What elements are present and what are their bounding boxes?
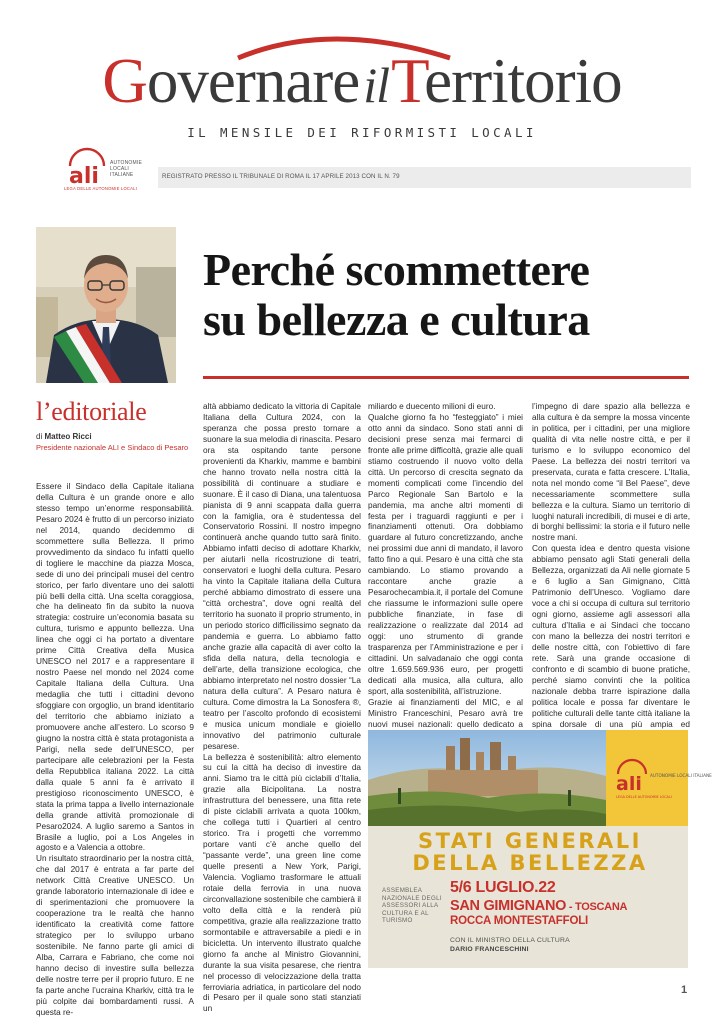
svg-text:ali: ali [69, 164, 99, 189]
author-name: Matteo Ricci [44, 432, 92, 441]
svg-text:LEGA DELLE AUTONOMIE LOCALI: LEGA DELLE AUTONOMIE LOCALI [616, 795, 672, 799]
ad-title-line-1: STATI GENERALI [417, 829, 642, 853]
event-advertisement[interactable] [368, 730, 712, 968]
ad-assembly-text: ASSEMBLEA NAZIONALE DEGLI ASSESSORI ALLA CULTURA E AL TURISMO [382, 887, 442, 925]
section-title: l’editoriale [36, 397, 147, 426]
ad-place-region: - TOSCANA [566, 901, 628, 913]
ad-logo-panel [606, 730, 712, 826]
svg-text:AUTONOMIE LOCALI ITALIANE: AUTONOMIE LOCALI ITALIANE [650, 773, 712, 778]
ad-place [450, 898, 627, 914]
article-column-1: Essere il Sindaco della Capitale italiana della Cultura è un grande onore e allo stesso tempo un’enorme responsabilità. Pesaro 2024 è frutto di un percorso iniziato nel 2014, quando decidemmo di scommettere sulla Bellezza. Il primo provvedimento da sindaco fu infatti quello di togliere le macchine da piazza Mosca, sede di uno dei principali musei del centro storico, per farlo diventare uno dei salotti più belli della città. Una scelta coraggiosa, che ha delineato fin da subito la nuova strategia: costruire un’economia basata su cultura, turismo e appunto bellezza. Una linea che oggi ci ha portato a diventare prime Città Creativa della Musica UNESCO nel 2017 e a rappresentare il nostro Paese nel mondo nel 2024 come Capitale Italiana della Cultura. Una medaglia che tutti i cittadini devono sfoggiare con orgoglio, un brand identitario del territorio che abbiamo iniziato a promuovere anche all’estero. Lo scorso 9 giugno la nostra città è stata protagonista a Parigi, nella sede dell’UNESCO, per partecipare alle celebrazioni per la Festa della Repubblica italiana 2022. La città dalla quale 5 anni fa è arrivato il prestigioso riconoscimento UNESCO, è stata la prima tappa a livello internazionale della grande attività promozionale di Pesaro2024. A luglio saremo a Santos in Brasile a luglio, poi a Los Angeles in agosto e a Valencia a ottobre. Un risultato straordinario per la nostra città, che dal 2017 è entrata a far parte del network Città Creative UNESCO. Un grande laboratorio internazionale di idee e di sperimentazioni che promuovere la cooperazione tra le realtà che hanno identificato la creatività come fattore strategico per lo sviluppo urbano sostenibile. Ne fanno parte gli amici di Alba, Carrara e Fabriano, che come noi hanno deciso di investire sulla bellezza delle nostre terre per il proprio futuro. E ne fa parte anche l’ucraina Kharkiv, città tra le più colpite dai bombardamenti russi. A questa re- [36, 482, 194, 1017]
article-column-4: l’impegno di dare spazio alla bellezza e alla cultura è da sempre la mossa vincente in politica, per i cittadini, per una migliore qualità di vita nelle nostre città, e per il turismo e lo sviluppo economico del Paese. La bellezza dei nostri territori va preservata, curata e fatta crescere. L’Italia, nota nel mondo come “il Bel Paese”, deve necessariamente scommettere sulla bellezza e la cultura. Siamo un territorio di luoghi naturali incredibili, di musei e di arte, di borghi bellissimi: la storia e il futuro nelle nostre mani. Con questa idea e dentro questa visione abbiamo pensato agli Stati generali della Bellezza, organizzati da Ali nelle giornate 5 e 6 luglio a San Gimignano, Città Patrimonio dell’Unesco. Vogliamo dare voce a chi si occupa di cultura sul territorio ogni giorno, assieme agli assessori alla cultura d’Italia e ai Sindaci che toccano con mano la bellezza dei nostri territori e delle nostre città, con l’obiettivo di fare rete. Sarà una grande occasione di confronto e di scambio di buone pratiche, perché siamo convinti che la politica nazionale debba trarre ispirazione dalla politica locale e possa far diventare le politiche culturali delle tante città italiane la spina dorsale di una più ampia ed [532, 402, 690, 729]
ad-minister-name: DARIO FRANCESCHINI [450, 946, 529, 953]
ad-title-line-2: DELLA BELLEZZA [412, 851, 648, 875]
article-column-3: miliardo e duecento milioni di euro. Qualche giorno fa ho “festeggiato” i miei otto anni da sindaco. Sono stati anni di decisioni prese senza mai fermarci di fronte alle prime difficoltà, grazie alle quali stiamo costruendo il nuovo volto della città. Un percorso di crescita segnato da momenti complicati come l’incendio del Parco Regionale San Bartolo e la pandemia, ma anche altri momenti di festa per i traguardi raggiunti e per i finanziamenti ottenuti. Ora dobbiamo guardare al futuro concretizzando, anche nei prossimi due anni di mandato, il lavoro fatto fino a qui. Pesaro è una città che sta cambiando. Lo stiamo provando a raccontare anche grazie a Pesarochecambia.it, il portale del Comune che riassume le informazioni sulle opere pubbliche finanziate, in fase di realizzazione o realizzate dal 2014 ad oggi: uno strumento di grande trasparenza per l’Amministrazione e per i cittadini. Un salvadanaio che oggi conta oltre 1.659.569.936 euro, per progetti dedicati alla musica, alla cultura, allo sport, alla sostenibilità, all’istruzione. Grazie ai finanziamenti del MIC, e al Ministro Franceschini, Pesaro avrà tre nuovi musei nazionali: quello dedicato a [368, 402, 523, 729]
masthead-subtitle: IL MENSILE DEI RIFORMISTI LOCALI [187, 125, 537, 140]
headline-line-1: Perché scommettere [203, 244, 590, 295]
registration-bar [158, 167, 691, 188]
page-number: 1 [681, 984, 688, 996]
headline-rule [203, 376, 689, 379]
article-column-2: altà abbiamo dedicato la vittoria di Capitale Italiana della Cultura 2024, con la speranza che possa presto tornare a suonare la sua melodia di rinascita. Pesaro ora sta ospitando tante persone provenienti da Kharkiv, mamme e bambini che hanno trovato nella nostra città la possibilità di continuare a studiare e suonare. È il caso di Diana, una talentuosa pianista di 9 anni scappata dalla guerra con la famiglia, ora è studentessa del Conservatorio Rossini. Il nostro impegno continuerà anche quando tutto sarà finito. Abbiamo infatti deciso di adottare Kharkiv, per aiutarli nella ricostruzione di teatri, conservatori e luoghi della cultura. Pesaro ha vinto la Capitale italiana della Cultura perché abbiamo dimostrato di essere una “città orchestra”, dove ogni realtà del territorio ha suonato il proprio strumento, in un periodo storico difficilissimo segnato da pandemia e guerra. Lo abbiamo fatto anche grazie alla capacità di aver colto la sfida della natura, della tecnologia e dell’arte, della transizione ecologica, che abbiamo interpretato nel nostro dossier “La natura della cultura”. A Pesaro natura è cultura. Come dimostra la La Sonosfera ®, teatro per l’ascolto profondo di ecosistemi e musica unicum mondiale e gioiello innovativo del patrimonio culturale pesarese. La bellezza è sostenibilità: altro elemento su cui la città ha deciso di investire da anni. Siamo tra le città più ciclabili d’Italia, grazie alla Bicipolitana. La nostra infrastruttura del benessere, una fitta rete di piste ciclabili arrivata a quota 100km, che collega tutti i Quartieri al centro storico. Tra i progetti che vorremmo portare vanti c’è anche quello del “passante verde”, una green line come quelle presenti a New York, Parigi, Valencia. Vogliamo trasformare le attuali rotaie della ferrovia in una nuova circonvallazione sostenibile che cambierà il volto della città e la renderà più competitiva, grazie alla realizzazione tratto sormontabile e attraversabile a piedi e in bicicletta. Un intervento illustrato qualche giorno fa anche al Ministro Giovannini, durante la sua visita pesarese, che rientra nel processo di velocizzazione della tratta ferroviaria adriatica, in particolare del nodo di Pesaro per il quale sono stati stanziati un [203, 402, 361, 1014]
ad-minister-label: CON IL MINISTRO DELLA CULTURA [450, 937, 570, 944]
registration-text: REGISTRATO PRESSO IL TRIBUNALE DI ROMA IL 17 APRILE 2013 CON IL N. 79 [162, 173, 400, 180]
author-line [36, 432, 92, 441]
ad-title [380, 830, 680, 874]
headline [203, 245, 693, 345]
author-photo [36, 227, 176, 383]
headline-line-2: su bellezza e cultura [203, 294, 590, 345]
logo-text: AUTONOMIE LOCALI ITALIANE [110, 160, 142, 178]
logo-tagline: LEGA DELLE AUTONOMIE LOCALI [64, 186, 138, 191]
masthead-title: GovernareilTerritorio [102, 46, 622, 116]
ad-venue: ROCCA MONTESTAFFOLI [450, 915, 589, 927]
author-by: di [36, 432, 43, 441]
svg-text:ali: ali [616, 773, 642, 795]
author-role: Presidente nazionale ALI e Sindaco di Pesaro [36, 443, 189, 452]
ad-place-city: SAN GIMIGNANO [450, 898, 567, 914]
ad-ali-logo [606, 730, 712, 826]
san-gimignano-photo [368, 730, 606, 826]
ad-date: 5/6 LUGLIO.22 [450, 879, 556, 896]
